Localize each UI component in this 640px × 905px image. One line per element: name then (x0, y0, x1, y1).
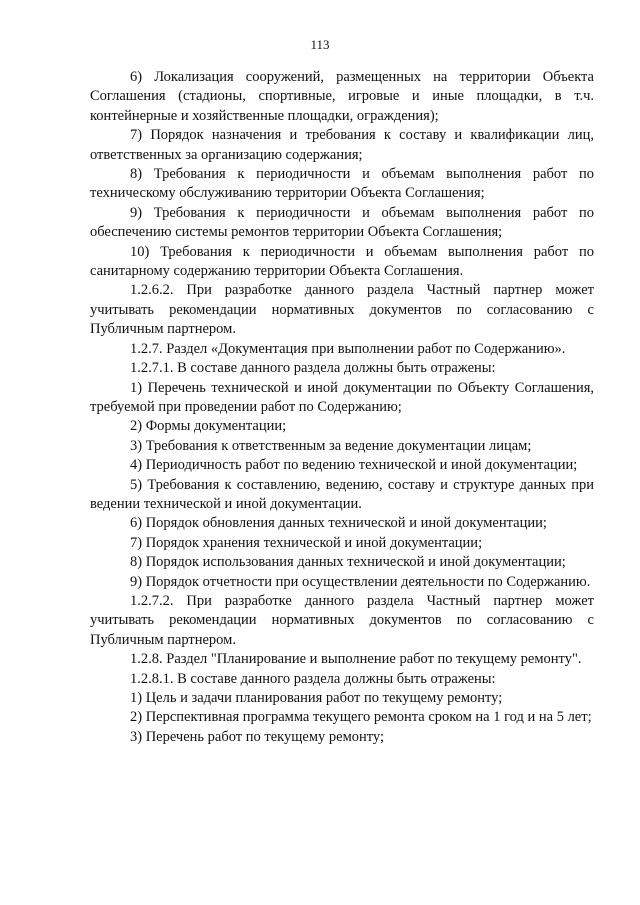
paragraph: 3) Требования к ответственным за ведение документации лицам; (130, 437, 532, 454)
paragraph: 2) Формы документации; (130, 418, 287, 435)
paragraph: 1.2.6.2. При разработке данного раздела Частный партнер может учитывать рекомендации нормативных документов по согласованию с Публичным партнером. (90, 282, 594, 338)
paragraph: 7) Порядок хранения технической и иной документации; (130, 534, 483, 551)
paragraph: 10) Требования к периодичности и объемам выполнения работ по санитарному содержанию территории Объекта Соглашения. (90, 243, 594, 280)
paragraph: 9) Требования к периодичности и объемам выполнения работ по обеспечению системы ремонтов территории Объекта Соглашения; (90, 204, 594, 241)
paragraph: 8) Требования к периодичности и объемам выполнения работ по техническому обслуживанию территории Объекта Соглашения; (90, 166, 594, 202)
paragraph: 2) Перспективная программа текущего ремонта сроком на 1 год и на 5 лет; (130, 709, 592, 726)
paragraph: 1) Цель и задачи планирования работ по текущему ремонту; (130, 690, 503, 706)
document-body (90, 68, 594, 747)
paragraph: 1.2.8.1. В составе данного раздела должны быть отражены: (130, 670, 496, 687)
paragraph: 4) Периодичность работ по ведению технической и иной документации; (130, 457, 578, 474)
paragraph: 1.2.7.2. При разработке данного раздела Частный партнер может учитывать рекомендации нормативных документов по согласованию с Публичным партнером. (90, 592, 594, 648)
paragraph: 1) Перечень технической и иной документации по Объекту Соглашения, требуемой при проведении работ по Содержанию; (90, 379, 594, 415)
section-heading: 1.2.8. Раздел "Планирование и выполнение работ по текущему ремонту". (130, 651, 582, 668)
paragraph: 9) Порядок отчетности при осуществлении деятельности по Содержанию. (130, 573, 591, 590)
paragraph: 3) Перечень работ по текущему ремонту; (130, 728, 384, 745)
paragraph: 5) Требования к составлению, ведению, составу и структуре данных при ведении технической и иной документации. (90, 476, 594, 512)
paragraph: 7) Порядок назначения и требования к составу и квалификации лиц, ответственных за организацию содержания; (90, 127, 594, 163)
page-number: 113 (310, 37, 330, 52)
paragraph: 6) Порядок обновления данных технической и иной документации; (130, 515, 547, 532)
section-heading: 1.2.7. Раздел «Документация при выполнении работ по Содержанию». (130, 340, 566, 357)
paragraph: 1.2.7.1. В составе данного раздела должны быть отражены: (130, 360, 496, 377)
paragraph: 6) Локализация сооружений, размещенных на территории Объекта Соглашения (стадионы, спортивные, игровые и иные площадки, в т.ч. контейнерные и хозяйственные площадки, ограждения); (90, 69, 594, 124)
paragraph: 8) Порядок использования данных технической и иной документации; (130, 554, 566, 571)
